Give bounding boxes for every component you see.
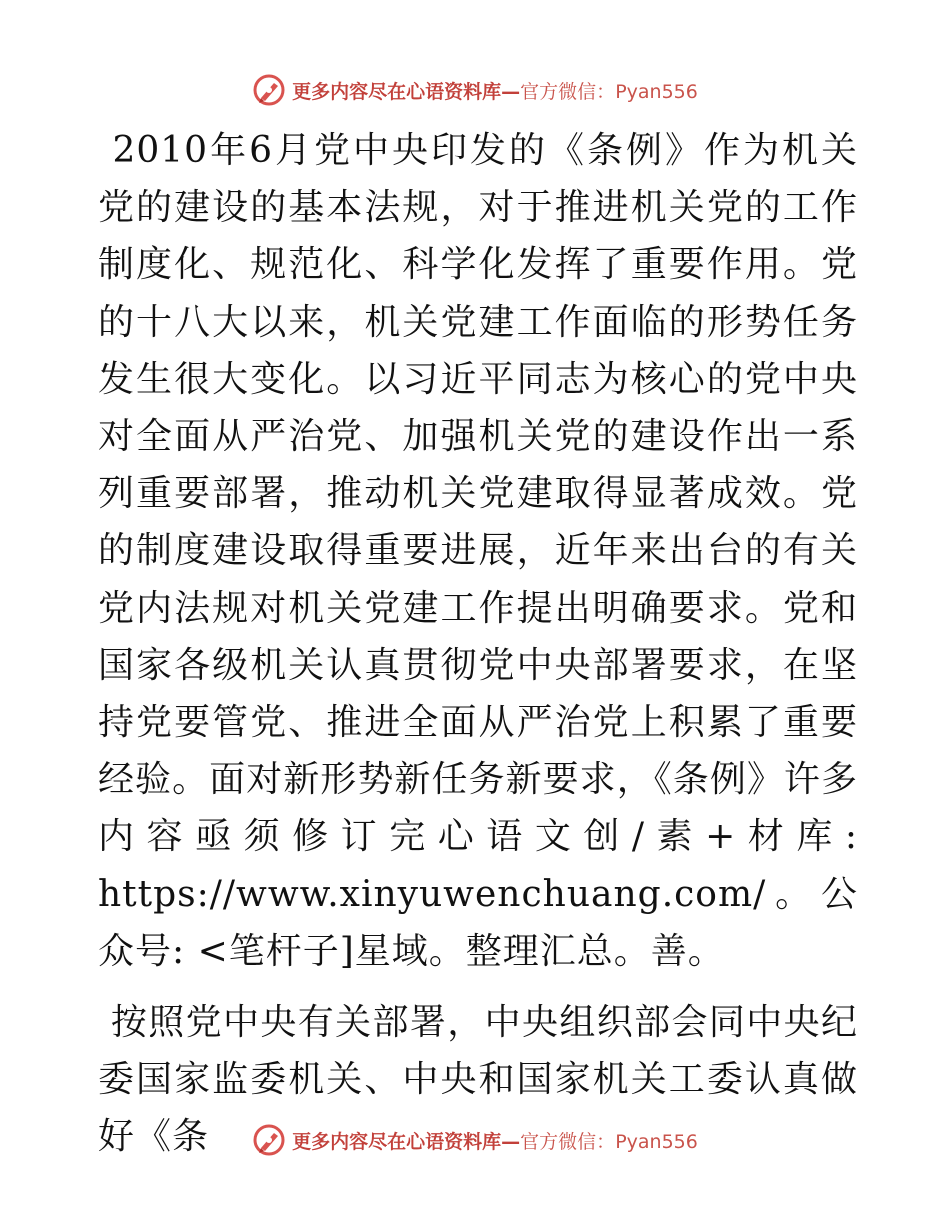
document-body <box>98 122 871 1166</box>
footer-banner <box>0 1120 950 1160</box>
banner-inner <box>252 73 698 107</box>
banner-separator: — <box>501 1130 521 1153</box>
pen-logo-icon <box>252 73 286 107</box>
banner-wechat-label: 官方微信： <box>520 1130 616 1153</box>
banner-inner <box>252 1123 698 1157</box>
banner-account: Pyan556 <box>615 80 698 103</box>
header-banner <box>0 70 950 110</box>
paragraph-2: 按照党中央有关部署，中央组织部会同中央纪委国家监委机关、中央和国家机关工委认真做好《条 <box>98 1002 858 1158</box>
banner-separator: — <box>501 80 521 103</box>
banner-main-text: 更多内容尽在心语资料库 <box>292 80 502 103</box>
banner-main-text: 更多内容尽在心语资料库 <box>292 1130 502 1153</box>
banner-text <box>292 77 698 104</box>
banner-account: Pyan556 <box>615 1130 698 1153</box>
pen-logo-icon <box>252 1123 286 1157</box>
banner-text <box>292 1127 698 1154</box>
banner-wechat-label: 官方微信： <box>520 80 616 103</box>
paragraph-1: 2010年6月党中央印发的《条例》作为机关党的建设的基本法规，对于推进机关党的工作制度化、规范化、科学化发挥了重要作用。党的十八大以来，机关党建工作面临的形势任务发生很大变化。以习近平同志为核心的党中央对全面从严治党、加强机关党的建设作出一系列重要部署，推动机关党建取得显著成效。党的制度建设取得重要进展，近年来出台的有关党内法规对机关党建工作提出明确要求。党和国家各级机关认真贯彻党中央部署要求，在坚持党要管党、推进全面从严治党上积累了重要经验。面对新形势新任务新要求，《条例》许多内容亟须修订完心语文创/素+材库: https://www.xinyuwenchuang.com/。公众号: <笔杆子]星域。整理汇总。善。 <box>98 130 871 972</box>
